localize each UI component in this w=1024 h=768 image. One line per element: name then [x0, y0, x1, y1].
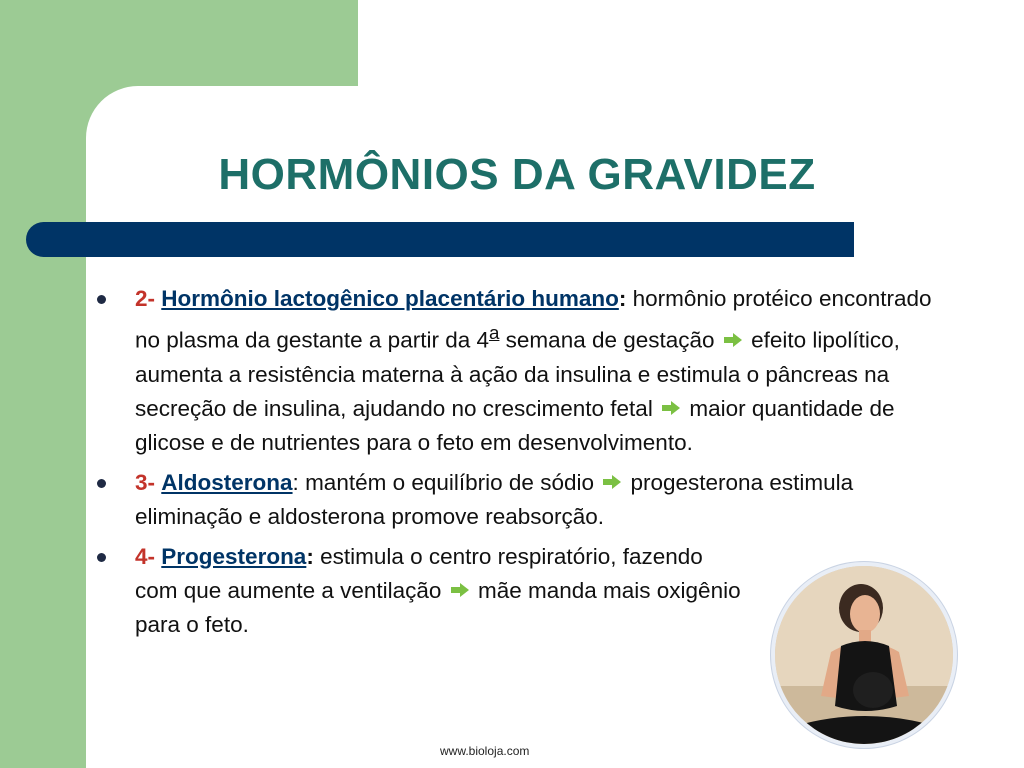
slide-title: HORMÔNIOS DA GRAVIDEZ: [218, 150, 816, 199]
bullet-term: Aldosterona: [161, 469, 293, 495]
arrow-right-icon: [450, 582, 470, 598]
title-underline-bar: [26, 222, 854, 257]
bullet-item-progesterona: [97, 540, 745, 642]
bullet-text: semana de gestação: [499, 327, 721, 353]
bullet-term: Progesterona: [161, 543, 307, 569]
bullet-text: hormônio protéico encontrado no plasma da gestante a partir da 4: [135, 286, 932, 353]
bullet-item-aldosterona: [97, 466, 957, 534]
pregnant-woman-photo: [771, 562, 957, 748]
bullet-text: maior quantidade de glicose e de nutrientes para o feto em desenvolvimento.: [135, 395, 895, 455]
term-separator: :: [292, 469, 299, 495]
bullet-dot-icon: [97, 295, 106, 304]
bullet-number: 3-: [135, 469, 156, 495]
footer-url: www.bioloja.com: [440, 744, 530, 758]
bullet-dot-icon: [97, 553, 106, 562]
bullet-text: mãe manda mais oxigênio para o feto.: [135, 577, 741, 637]
bullet-text: progesterona estimula eliminação e aldosterona promove reabsorção.: [135, 469, 854, 529]
term-separator: :: [618, 286, 627, 311]
bullet-item-lactogen: [97, 282, 957, 460]
arrow-right-icon: [602, 474, 622, 490]
arrow-right-icon: [723, 332, 743, 348]
bullet-number: 2-: [135, 286, 156, 311]
bullet-term: Hormônio lactogênico placentário humano: [161, 286, 619, 311]
ordinal-superscript: a: [488, 322, 500, 343]
bullet-text: estimula o centro respiratório, fazendo com que aumente a ventilação: [135, 543, 703, 603]
term-separator: :: [306, 543, 314, 569]
bullet-number: 4-: [135, 543, 156, 569]
bullet-text: efeito lipolítico, aumenta a resistência materna à ação da insulina e estimula o pâncreas na secreção de insulina, ajudando no crescimento fetal: [135, 327, 900, 421]
arrow-right-icon: [661, 400, 681, 416]
bullet-text: mantém o equilíbrio de sódio: [298, 469, 601, 495]
bullet-dot-icon: [97, 479, 106, 488]
photo-illustration: [775, 566, 953, 744]
